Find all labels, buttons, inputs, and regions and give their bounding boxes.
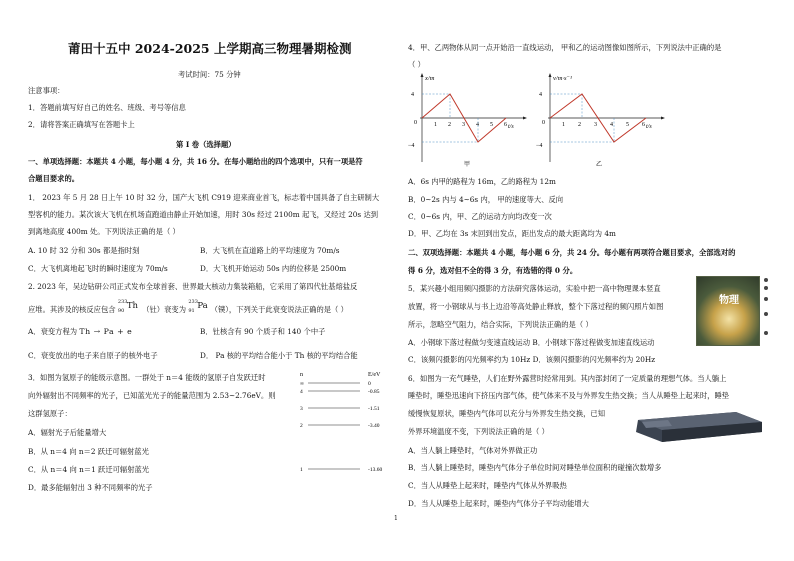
section2-heading: 二、双项选择题：本题共 4 小题，每小题 6 分，共 24 分。每小题有两项符合题目要求，全部选对的 (408, 248, 736, 257)
x-tick: 1 (434, 122, 437, 128)
q2-stem-text: 应堆。其涉及的核反应包含 (28, 305, 116, 314)
q6-stem: 缓慢恢复原状，睡垫内气体可以充分与外界发生热交换，已知 (408, 409, 606, 418)
level-n: 1 (300, 467, 303, 473)
q6-stem: 6．如图为一充气睡垫，人们在野外露营时经常用到。其内部封闭了一定质量的理想气体。当人躺上 (408, 374, 727, 383)
option-text: Th 核的平均结合能 (294, 351, 358, 360)
y-tick: 4 (539, 92, 542, 98)
q2-option-a (28, 327, 132, 336)
q2-option-c: C．衰变放出的电子来自原子的核外电子 (28, 351, 158, 360)
nuclide-z: 90 (117, 308, 125, 314)
option-label: A．衰变方程为 (28, 327, 78, 336)
x-tick: 3 (462, 122, 465, 128)
y-axis-label: x/m (425, 75, 435, 82)
x-tick: 2 (448, 122, 451, 128)
volume-title: 第 I 卷（选择题） (176, 140, 236, 149)
x-axis-label: t/s (646, 124, 652, 130)
option-label: D． (200, 351, 214, 360)
y-tick: 0 (414, 120, 417, 126)
graph-caption: 乙 (596, 162, 603, 168)
x-tick: 6 (642, 122, 645, 128)
x-tick: 4 (610, 122, 613, 128)
y-tick: 4 (411, 92, 414, 98)
ball-dot (764, 297, 768, 301)
q2-stem-text: （镤），下列关于此衰变说法正确的是（ ） (210, 305, 348, 314)
n-axis-label: n (300, 372, 303, 378)
x-tick: 6 (504, 122, 507, 128)
level-energy: -3.40 (368, 423, 380, 429)
q4-stem: 4．甲、乙两物体从同一点开始沿一直线运动， 甲和乙的运动图像如图所示，下列说法中正确的是 (408, 43, 722, 52)
q1-option-c: C．大飞机离地起飞时的瞬时速度为 70m/s (28, 264, 168, 273)
nuclide-symbol: Th (126, 301, 139, 311)
q5-stem: 5．某兴趣小组用频闪摄影的方法研究落体运动，实验中把一高中物理课本竖直 (408, 284, 661, 293)
level-energy: -13.60 (368, 467, 383, 473)
air-mattress-image (632, 406, 766, 446)
q4-option-d: D．甲、乙均在 3s 末回到出发点，距出发点的最大距离均为 4m (408, 229, 616, 238)
graph-caption: 甲 (464, 162, 471, 168)
q1-option-a: A. 10 时 32 分和 30s 都是指时刻 (28, 246, 140, 255)
y-tick: −4 (536, 143, 543, 149)
page-number: 1 (394, 515, 398, 522)
q6-option-a: A．当人躺上睡垫时，气体对外界做正功 (408, 446, 538, 455)
q1-stem: 1． 2023 年 5 月 28 日上午 10 时 32 分，国产大飞机 C919 迎来商业首飞，标志着中国具备了自主研制大 (28, 193, 380, 202)
physics-textbook-image (696, 276, 760, 346)
q2-stem-line2 (28, 299, 348, 314)
q3-stem: 这群氢原子： (28, 409, 72, 418)
q3-stem: 3．如图为氢原子的能级示意图。一群处于 n＝4 能级的氢原子自发跃迁时 (28, 373, 266, 382)
y-axis-arrow (421, 73, 424, 77)
level-n: 3 (300, 406, 303, 412)
energy-level-diagram (298, 369, 398, 475)
q2-stem-text: （钍）衰变为 (142, 305, 186, 314)
y-tick: 0 (542, 120, 545, 126)
q1-stem: 型客机的能力。某次该大飞机在机场直跑道由静止开始加速，用时 30s 经过 2100m 起飞，又经过 20s 达到 (28, 210, 379, 219)
x-axis-label: t/s (508, 124, 514, 130)
graph-jia-x-t (408, 72, 528, 168)
option-text: Pa 核的平均结合能小于 (215, 351, 293, 360)
y-axis-label: v/m·s⁻¹ (553, 75, 572, 82)
y-axis-arrow (549, 73, 552, 77)
x-tick: 4 (476, 122, 479, 128)
q5-stem: 所示，忽略空气阻力，结合实际，下列说法正确的是（ ） (408, 320, 593, 329)
q1-stem: 到离地高度 400m 处。下列说法正确的是（ ） (28, 227, 180, 236)
x-tick: 3 (594, 122, 597, 128)
decay-equation: Th → Pa + e (79, 327, 133, 336)
ball-dot (764, 278, 768, 282)
q1-option-d: D．大飞机开始运动 50s 内的位移是 2500m (200, 264, 347, 273)
q4-option-a: A．6s 内甲的路程为 16m，乙的路程为 12m (408, 177, 556, 186)
x-axis-arrow (661, 117, 665, 120)
note-item: 1．答题前填写好自己的姓名、班级、考号等信息 (28, 103, 186, 112)
section1-heading-cont: 合题目要求的。 (28, 174, 80, 183)
level-energy: -1.51 (368, 406, 380, 412)
q3-option-a: A．辐射光子后能量增大 (28, 428, 107, 437)
nuclide-pa (188, 299, 208, 314)
q6-stem: 外界环境温度不变，下列说法正确的是（ ） (408, 427, 549, 436)
nuclide-mass: 233 (117, 299, 128, 305)
q2-option-d (200, 351, 358, 360)
q4-paren: （ ） (408, 60, 425, 69)
section2-heading-cont: 得 6 分，选对但不全的得 3 分，有选错的得 0 分。 (408, 266, 578, 275)
q3-option-b: B．从 n＝4 向 n＝2 跃迁可辐射蓝光 (28, 447, 149, 456)
q5-options-ab: A．小钢球下落过程做匀变速直线运动 B．小钢球下落过程做变加速直线运动 (408, 338, 655, 347)
level-n: 2 (300, 423, 303, 429)
exam-title: 莆田十五中 2024-2025 上学期高三物理暑期检测 (68, 41, 352, 56)
notes-heading: 注意事项： (28, 86, 65, 95)
book-title: 物理 (719, 295, 739, 306)
x-axis-arrow (523, 117, 527, 120)
level-energy: -0.85 (368, 389, 380, 395)
level-n: ∞ (300, 381, 304, 387)
ball-dot (764, 286, 768, 290)
note-item: 2．请将答案正确填写在答题卡上 (28, 120, 135, 129)
x-tick: 1 (562, 122, 565, 128)
ball-dot (764, 312, 768, 316)
graph-yi-v-t (536, 72, 666, 168)
ball-dot (764, 331, 768, 335)
q6-stem: 睡垫时，睡垫迅速向下挤压内部气体，使气体来不及与外界发生热交换；当人从睡垫上起来时，睡垫 (408, 391, 730, 400)
q3-option-d: D．最多能辐射出 3 种不同频率的光子 (28, 483, 153, 492)
q6-option-d: D．当人从睡垫上起来时，睡垫内气体分子平均动能增大 (408, 499, 589, 508)
q5-options-cd: C．该频闪摄影的闪光频率约为 10Hz D．该频闪摄影的闪光频率约为 20Hz (408, 355, 656, 364)
q2-stem: 2. 2023 年，吴边钻研公司正式发布全球首套、世界最大核动力集装箱船，它采用了第四代钍基熔盐反 (28, 282, 358, 291)
nuclide-mass: 233 (188, 299, 198, 305)
x-tick: 5 (490, 122, 493, 128)
q1-option-b: B．大飞机在直道路上的平均速度为 70m/s (200, 246, 340, 255)
section1-heading: 一、单项选择题：本题共 4 小题，每小题 4 分，共 16 分。在每小题给出的四个选项中，只有一项是符 (28, 157, 363, 166)
level-energy: 0 (368, 381, 371, 387)
q2-option-b: B．钍核含有 90 个质子和 140 个中子 (200, 327, 326, 336)
q5-stem: 放置，将一小钢球从与书上边沿等高处静止释放，整个下落过程的频闪照片如图 (408, 302, 664, 311)
energy-axis-label: E/eV (368, 372, 381, 378)
nuclide-z: 91 (188, 308, 195, 314)
nuclide-symbol: Pa (197, 301, 208, 311)
nuclide-th (117, 299, 140, 314)
q3-option-c: C．从 n＝4 向 n＝1 跃迁可辐射蓝光 (28, 465, 150, 474)
q4-option-b: B．0~2s 内与 4~6s 内， 甲的速度等大、反向 (408, 195, 564, 204)
q3-stem: 向外辐射出不同频率的光子，已知蓝光光子的能量范围为 2.53~2.76eV。则 (28, 391, 276, 400)
q6-option-b: B．当人躺上睡垫时，睡垫内气体分子单位时间对睡垫单位面积的碰撞次数增多 (408, 463, 662, 472)
q4-option-c: C．0~6s 内，甲、乙的运动方向均改变一次 (408, 212, 552, 221)
strobe-balls (763, 278, 769, 346)
x-tick: 2 (578, 122, 581, 128)
q6-option-c: C．当人从睡垫上起来时，睡垫内气体从外界吸热 (408, 481, 567, 490)
x-tick: 5 (626, 122, 629, 128)
y-tick: −4 (408, 143, 415, 149)
book-cover-art (697, 277, 760, 346)
exam-time: 考试时间：75 分钟 (178, 70, 241, 79)
level-n: 4 (300, 389, 303, 395)
